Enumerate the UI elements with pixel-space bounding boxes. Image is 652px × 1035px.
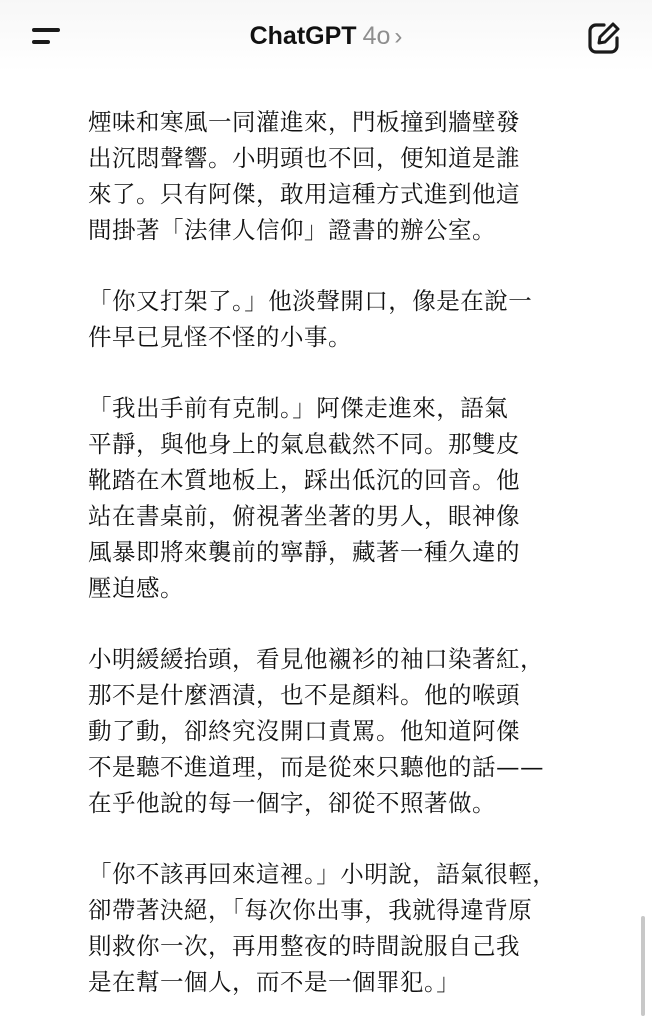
- app-title: ChatGPT: [249, 22, 357, 50]
- new-chat-icon[interactable]: [584, 18, 624, 58]
- top-bar: [0, 0, 652, 72]
- model-name: 4o: [362, 22, 391, 50]
- message-paragraph: 「你不該再回來這裡。」小明說，語氣很輕， 卻帶著決絕，「每次你出事，我就得違背原 則救你一次，再用整夜的時間說服自己我 是在幫一個人，而不是一個罪犯。」: [88, 860, 557, 996]
- message-paragraph: 「你又打架了。」他淡聲開口，像是在說一 件早已見怪不怪的小事。: [88, 287, 533, 351]
- assistant-message: [88, 104, 608, 1035]
- chevron-right-icon: ›: [394, 23, 403, 50]
- message-paragraph: 煙味和寒風一同灌進來，門板撞到牆壁發 出沉悶聲響。小明頭也不回，便知道是誰 來了。只有阿傑，敢用這種方式進到他這 間掛著「法律人信仰」證書的辦公室。: [88, 108, 520, 244]
- scrollbar[interactable]: [641, 916, 645, 1016]
- message-paragraph: 「我出手前有克制。」阿傑走進來，語氣 平靜，與他身上的氣息截然不同。那雙皮 靴踏在木質地板上，踩出低沉的回音。他 站在書桌前，俯視著坐著的男人，眼神像 風暴即將來襲前的寧靜，藏著一種久違的 壓迫感。: [88, 394, 520, 602]
- model-selector[interactable]: [0, 18, 652, 55]
- message-paragraph: 小明緩緩抬頭，看見他襯衫的袖口染著紅， 那不是什麼酒漬，也不是顏料。他的喉頭 動了動，卻終究沒開口責罵。他知道阿傑 不是聽不進道理，而是從來只聽他的話—— 在乎他說的每一個字，卻從不照著做。: [88, 645, 544, 817]
